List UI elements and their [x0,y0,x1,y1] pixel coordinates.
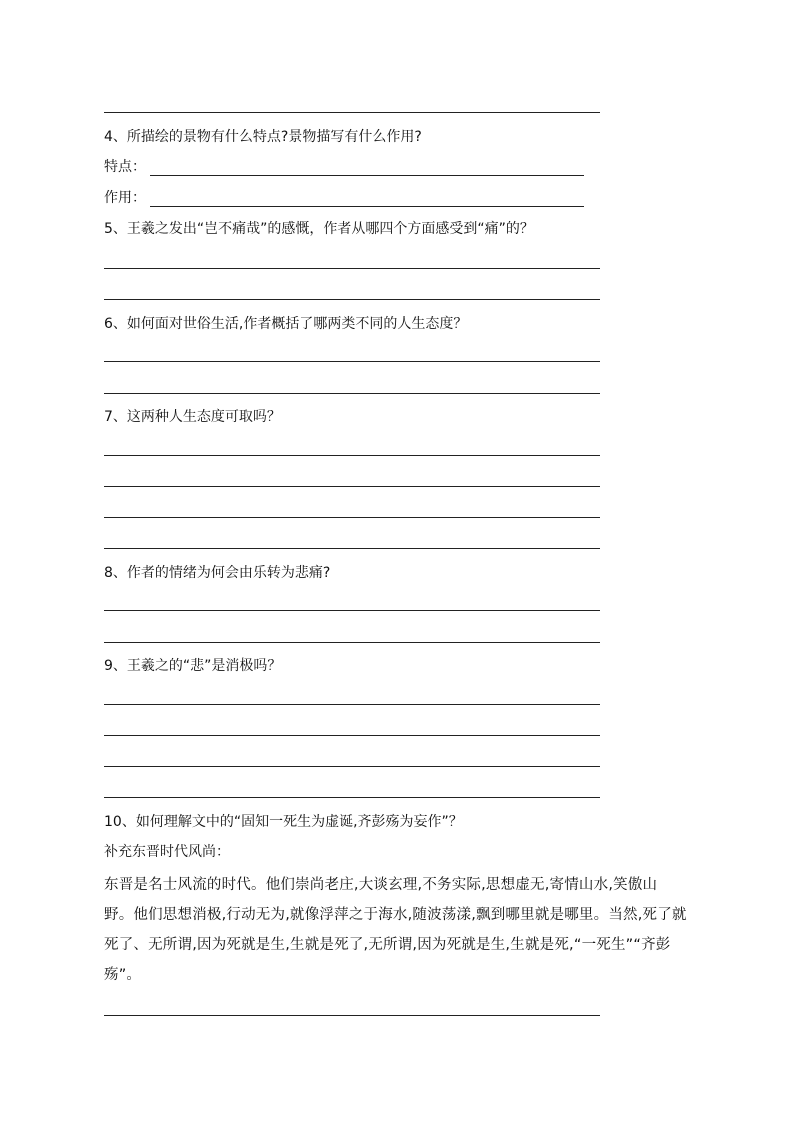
answer-line[interactable] [104,735,600,736]
supplement-line: 死了、无所谓,因为死就是生,生就是死了,无所谓,因为死就是生,生就是死,“一死生”“齐彭 [104,937,671,953]
question-10: 10、如何理解文中的“固知一死生为虚诞,齐彭殇为妄作”？ [104,814,463,830]
function-answer-line[interactable] [150,206,584,207]
features-answer-line[interactable] [150,175,584,176]
answer-line[interactable] [104,704,600,705]
answer-line[interactable] [104,766,600,767]
answer-line[interactable] [104,361,600,362]
supplement-line: 殇”。 [104,967,142,983]
answer-line[interactable] [104,797,600,798]
answer-line[interactable] [104,455,600,456]
question-4: 4、所描绘的景物有什么特点?景物描写有什么作用? [104,129,422,145]
supplement-line: 野。他们思想消极,行动无为,就像浮萍之于海水,随波荡漾,飘到哪里就是哪里。当然,死了就 [104,907,687,923]
question-8: 8、作者的情绪为何会由乐转为悲痛? [104,565,331,581]
supplement-heading: 补充东晋时代风尚： [104,844,230,860]
question-5: 5、王羲之发出“岂不痛哉”的感慨，作者从哪四个方面感受到“痛”的？ [104,221,534,237]
supplement-line: 东晋是名士风流的时代。他们崇尚老庄,大谈玄理,不务实际,思想虚无,寄情山水,笑傲山 [104,877,658,893]
answer-line[interactable] [104,486,600,487]
answer-line[interactable] [104,548,600,549]
answer-line[interactable] [104,268,600,269]
answer-line[interactable] [104,1015,600,1016]
question-7: 7、这两种人生态度可取吗？ [104,409,281,425]
answer-line[interactable] [104,299,600,300]
answer-line[interactable] [104,642,600,643]
supplement-paragraph [104,870,724,990]
answer-line[interactable] [104,610,600,611]
function-label: 作用： [104,190,146,206]
answer-line[interactable] [104,517,600,518]
question-6: 6、如何面对世俗生活,作者概括了哪两类不同的人生态度？ [104,316,468,332]
answer-line[interactable] [104,112,600,113]
question-9: 9、王羲之的“悲”是消极吗？ [104,658,282,674]
features-label: 特点： [104,159,146,175]
answer-line[interactable] [104,393,600,394]
